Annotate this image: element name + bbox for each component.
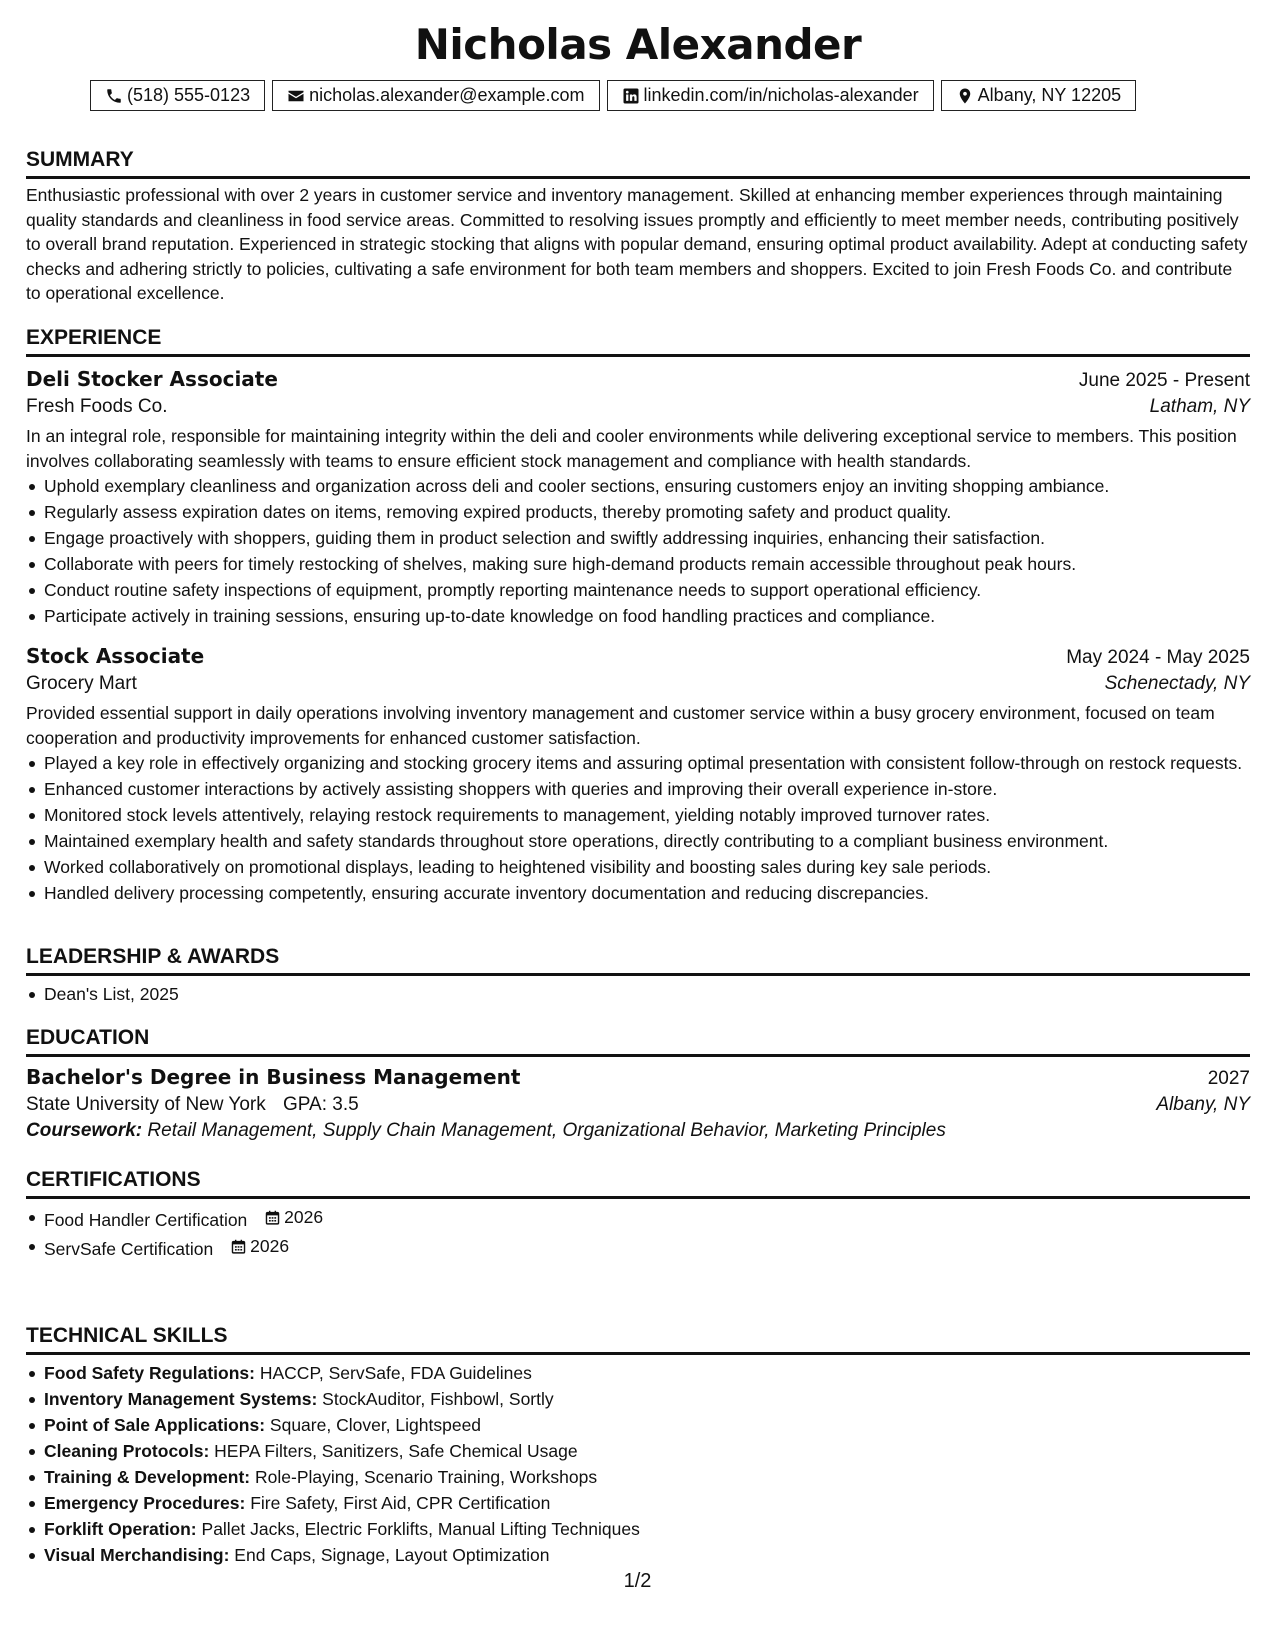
coursework-line: [26, 1120, 1250, 1142]
skills-section: [26, 1323, 1250, 1568]
list-item: Enhanced customer interactions by actively assisting shoppers with queries and improving their overall experience in-store.: [26, 777, 1250, 802]
job-bullets: [26, 474, 1250, 629]
list-item: [26, 1543, 1250, 1568]
job-entry: [26, 644, 1250, 906]
list-item: Maintained exemplary health and safety standards throughout store operations, directly contributing to a compliant business environment.: [26, 829, 1250, 854]
section-heading: EDUCATION: [26, 1025, 1250, 1057]
cert-date-group: [264, 1205, 323, 1230]
skill-value: HACCP, ServSafe, FDA Guidelines: [259, 1363, 532, 1383]
section-heading: LEADERSHIP & AWARDS: [26, 944, 1250, 976]
list-item: [26, 1234, 1250, 1261]
job-description: In an integral role, responsible for maintaining integrity within the deli and cooler environments while delivering exceptional service to members. This position involves collaborating seamlessly with teams to ensure efficient stock management and compliance with health standards.: [26, 426, 1237, 471]
certifications-list: [26, 1205, 1250, 1261]
list-item: Conduct routine safety inspections of equipment, promptly reporting maintenance needs to support operational efficiency.: [26, 578, 1250, 603]
list-item: [26, 1387, 1250, 1412]
phone-chip[interactable]: [90, 80, 265, 111]
section-heading: EXPERIENCE: [26, 325, 1250, 357]
job-entry: [26, 367, 1250, 629]
section-heading: SUMMARY: [26, 147, 1250, 179]
calendar-icon: [230, 1238, 247, 1255]
list-item: Dean's List, 2025: [26, 982, 1250, 1007]
summary-section: [26, 147, 1250, 306]
skill-label: Inventory Management Systems:: [44, 1389, 318, 1409]
cert-date-group: [230, 1234, 289, 1259]
skill-value: Fire Safety, First Aid, CPR Certification: [250, 1493, 551, 1513]
list-item: Participate actively in training sessions, ensuring up-to-date knowledge on food handling practices and compliance.: [26, 604, 1250, 629]
job-description: Provided essential support in daily operations involving inventory management and customer service within a busy grocery environment, focused on team cooperation and productivity improvements for enhanced customer satisfaction.: [26, 703, 1215, 748]
calendar-icon: [264, 1209, 281, 1226]
list-item: Monitored stock levels attentively, relaying restock requirements to management, yielding notably improved turnover rates.: [26, 803, 1250, 828]
school-name: State University of New York: [26, 1094, 266, 1115]
job-title: Stock Associate: [26, 644, 205, 668]
list-item: Worked collaboratively on promotional displays, leading to heightened visibility and boosting sales during key sale periods.: [26, 855, 1250, 880]
location-chip[interactable]: [941, 80, 1136, 111]
page-number: 1/2: [623, 1570, 652, 1592]
cert-date: 2026: [250, 1235, 290, 1256]
company-name: Grocery Mart: [26, 673, 137, 694]
list-item: [26, 1413, 1250, 1438]
list-item: Handled delivery processing competently, ensuring accurate inventory documentation and reducing discrepancies.: [26, 881, 1250, 906]
list-item: [26, 1465, 1250, 1490]
list-item: Collaborate with peers for timely restocking of shelves, making sure high-demand products remain accessible throughout peak hours.: [26, 552, 1250, 577]
job-bullets: [26, 751, 1250, 906]
section-heading: CERTIFICATIONS: [26, 1167, 1250, 1199]
summary-text: Enthusiastic professional with over 2 years in customer service and inventory management. Skilled at enhancing member experiences through maintaining quality standards and cleanliness in food service areas. Committed to resolving issues promptly and efficiently to meet member needs, contributing positively to overall brand reputation. Experienced in strategic stocking that aligns with popular demand, ensuring optimal product availability. Adept at conducting safety checks and adhering strictly to policies, cultivating a safe environment for both team members and shoppers. Excited to join Fresh Foods Co. and contribute to operational excellence.: [26, 185, 1248, 303]
awards-list: [26, 982, 1250, 1007]
skill-value: Role-Playing, Scenario Training, Workshops: [255, 1467, 598, 1487]
skill-label: Cleaning Protocols:: [44, 1441, 210, 1461]
degree-title: Bachelor's Degree in Business Management: [26, 1065, 521, 1089]
cert-name: Food Handler Certification: [44, 1209, 248, 1230]
graduation-year: 2027: [1207, 1068, 1250, 1089]
list-item: [26, 1491, 1250, 1516]
cert-name: ServSafe Certification: [44, 1238, 214, 1259]
skill-label: Visual Merchandising:: [44, 1545, 230, 1565]
skill-label: Food Safety Regulations:: [44, 1363, 255, 1383]
skill-label: Emergency Procedures:: [44, 1493, 246, 1513]
job-dates: June 2025 - Present: [1078, 370, 1250, 391]
skill-value: HEPA Filters, Sanitizers, Safe Chemical Usage: [214, 1441, 578, 1461]
job-title: Deli Stocker Associate: [26, 367, 278, 391]
job-dates: May 2024 - May 2025: [1066, 647, 1250, 668]
company-name: Fresh Foods Co.: [26, 396, 168, 417]
section-heading: TECHNICAL SKILLS: [26, 1323, 1250, 1355]
linkedin-chip[interactable]: [607, 80, 934, 111]
location-text: Albany, NY 12205: [977, 85, 1122, 105]
email-text: nicholas.alexander@example.com: [309, 85, 585, 105]
list-item: Regularly assess expiration dates on items, removing expired products, thereby promoting safety and product quality.: [26, 500, 1250, 525]
phone-text: (518) 555-0123: [127, 85, 251, 105]
skills-list: [26, 1361, 1250, 1568]
school-location: Albany, NY: [1156, 1094, 1250, 1115]
skill-label: Training & Development:: [44, 1467, 251, 1487]
linkedin-icon: [622, 87, 640, 105]
list-item: [26, 1205, 1250, 1232]
experience-section: [26, 325, 1250, 357]
linkedin-text: linkedin.com/in/nicholas-alexander: [643, 85, 919, 105]
phone-icon: [105, 87, 123, 105]
job-location: Latham, NY: [1149, 396, 1250, 417]
list-item: [26, 1361, 1250, 1386]
contact-bar: [90, 80, 1136, 111]
list-item: Played a key role in effectively organizing and stocking grocery items and assuring optimal presentation with consistent follow-through on restock requests.: [26, 751, 1250, 776]
skill-label: Point of Sale Applications:: [44, 1415, 266, 1435]
skill-label: Forklift Operation:: [44, 1519, 197, 1539]
job-location: Schenectady, NY: [1104, 673, 1250, 694]
cert-date: 2026: [284, 1207, 324, 1227]
education-section: [26, 1025, 1250, 1142]
certifications-section: [26, 1167, 1250, 1261]
candidate-name: Nicholas Alexander: [414, 20, 862, 69]
coursework-list: Retail Management, Supply Chain Management, Organizational Behavior, Marketing Principles: [147, 1120, 946, 1141]
leadership-section: [26, 944, 1250, 1007]
list-item: Uphold exemplary cleanliness and organization across deli and cooler sections, ensuring customers enjoy an inviting shopping ambiance.: [26, 474, 1250, 499]
list-item: Engage proactively with shoppers, guiding them in product selection and swiftly addressing inquiries, enhancing their satisfaction.: [26, 526, 1250, 551]
gpa: GPA: 3.5: [283, 1094, 359, 1115]
map-pin-icon: [956, 87, 974, 105]
coursework-label: Coursework:: [26, 1120, 143, 1141]
email-chip[interactable]: [272, 80, 599, 111]
envelope-icon: [287, 87, 305, 105]
school-line: [26, 1094, 359, 1116]
skill-value: Square, Clover, Lightspeed: [269, 1415, 482, 1435]
skill-value: StockAuditor, Fishbowl, Sortly: [322, 1389, 554, 1409]
skill-value: Pallet Jacks, Electric Forklifts, Manual Lifting Techniques: [201, 1519, 640, 1539]
list-item: [26, 1439, 1250, 1464]
list-item: [26, 1517, 1250, 1542]
skill-value: End Caps, Signage, Layout Optimization: [234, 1545, 550, 1565]
